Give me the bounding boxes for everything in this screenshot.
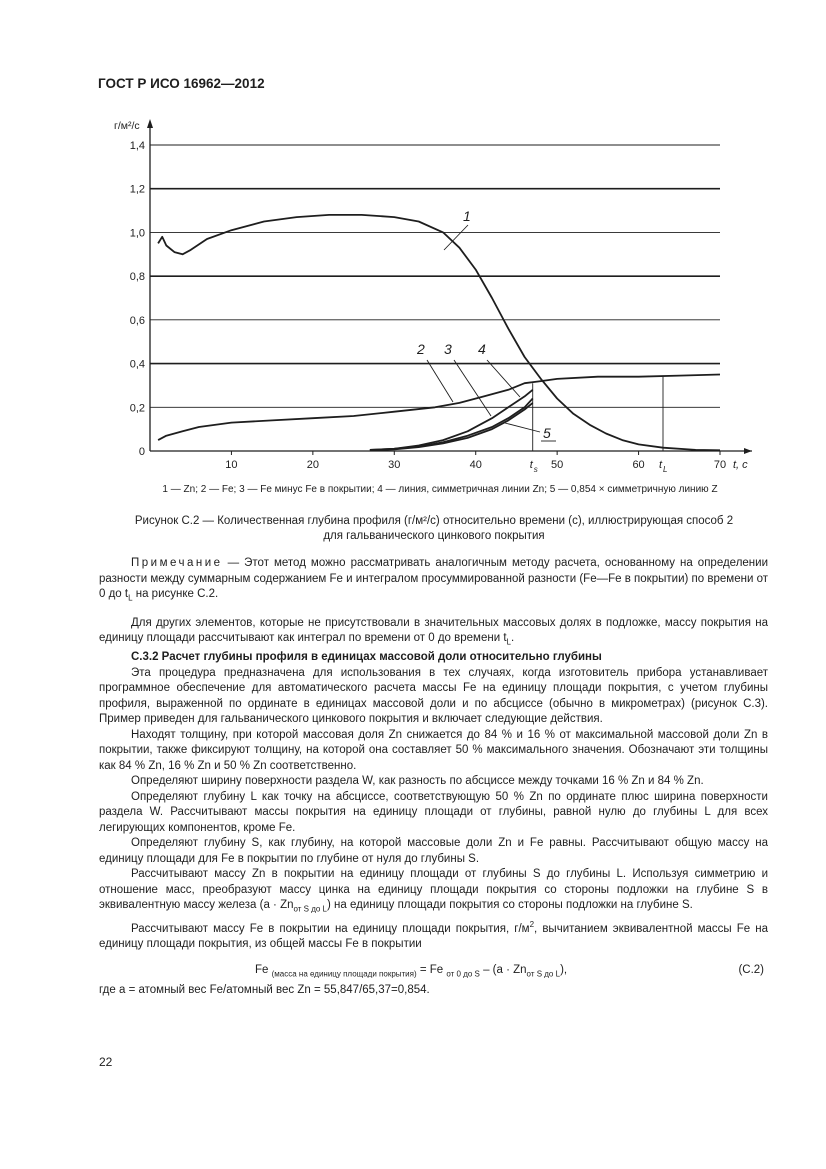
page-number: 22 bbox=[99, 1055, 113, 1069]
figure-caption bbox=[100, 514, 768, 544]
x-tick-label: 40 bbox=[469, 459, 482, 471]
note-paragraph: Примечание — Этот метод можно рассматривать аналогичным методу расчета, основанному на определении разности между суммарным содержанием Fe и интегралом просуммированной разности (Fe—Fe в покрытии) по времени от 0 до $t_L$ на рисунке С.2. bbox=[99, 557, 768, 603]
y-tick-label: 1,0 bbox=[129, 227, 145, 240]
x-axis-label: t, с bbox=[733, 459, 748, 471]
where-line: где a = атомный вес Fe/атомный вес Zn = 55,847/65,37=0,854. bbox=[99, 983, 430, 996]
paragraph-fe-mass: Рассчитывают массу Fe в покрытии на единицу площади покрытия, $г/м^2$, вычитанием эквивалентной массы Fe на единицу площади покрытия, из общей массы Fe в покрытии bbox=[99, 919, 768, 951]
figure-chart bbox=[0, 0, 826, 480]
paragraph-2: Находят толщину, при которой массовая доля Zn снижается до 84 % и 16 % от максимальной массовой доли Zn в покрытии, также фиксируют толщину, на которой она составляет 50 % максимального значения. Обозначают эти толщины как 84 % Zn, 16 % Zn и 50 % Zn соответственно. bbox=[99, 728, 768, 772]
x-tick-label: 50 bbox=[551, 459, 564, 471]
series-line-5 bbox=[370, 403, 533, 450]
ts-label-sub: s bbox=[533, 465, 538, 474]
document-header: ГОСТ Р ИСО 16962—2012 bbox=[98, 76, 265, 91]
paragraph-1: Эта процедура предназначена для использования в тех случаях, когда изготовитель прибора устанавливает программное обеспечение для автоматического расчета массы Fe на единицу площади покрытия, с учетом глубины профиля, выраженной по ординате в единицах массовой доли и по абсциссе (обычно в микрометрах) (рисунок С.3). Пример приведен для гальванического цинкового покрытия и включает следующие действия. bbox=[99, 666, 768, 726]
y-axis-arrow bbox=[147, 119, 153, 128]
figure-legend: 1 — Zn; 2 — Fe; 3 — Fe минус Fe в покрытии; 4 — линия, симметричная линии Zn; 5 — 0,854 × симметричную линию Z bbox=[162, 484, 718, 495]
tl-label-sub: L bbox=[663, 465, 668, 474]
curve-label-4: 4 bbox=[478, 341, 486, 357]
series-line-1 bbox=[158, 215, 720, 450]
note-label: Примечание bbox=[131, 557, 223, 569]
y-axis-label: г/м²/с bbox=[114, 120, 140, 132]
x-tick-label: 20 bbox=[306, 459, 319, 471]
curve-leader-5 bbox=[505, 423, 540, 432]
x-tick-label: 60 bbox=[632, 459, 645, 471]
y-tick-label: 0,8 bbox=[129, 271, 145, 284]
paragraph-4: Определяют глубину L как точку на абсциссе, соответствующую 50 % Zn по ординате плюс ширина поверхности раздела W. Рассчитывают массы покрытия на единицу площади от глубины, равной нулю до глубины L для всех легирующих компонентов, кроме Fe. bbox=[99, 790, 768, 834]
formula-number: (С.2) bbox=[738, 963, 764, 976]
y-tick-label: 0,6 bbox=[129, 314, 145, 327]
section-title: С.3.2 Расчет глубины профиля в единицах массовой доли относительно глубины bbox=[131, 651, 602, 664]
caption-line-1: Рисунок С.2 — Количественная глубина профиля (г/м²/с) относительно времени (с), иллюстрирующая способ 2 bbox=[134, 515, 734, 527]
body-text bbox=[99, 556, 768, 998]
paragraph-5: Определяют глубину S, как глубину, на которой массовые доли Zn и Fe равны. Рассчитывают общую массу на единицу площади для Fe в покрытии по глубине от нуля до глубины S. bbox=[99, 837, 768, 865]
x-axis-arrow bbox=[744, 448, 752, 454]
paragraph-symmetry: Рассчитывают массу Zn в покрытии на единицу площади от глубины S до глубины L. Используя симметрию и отношение масс, преобразуют массу цинка на единицу площади покрытия со стороны подложки на глубине S в эквивалентную массу железа $(a \cdot Zn_{от S до L})$ на единицу площади покрытия со стороны подложки на глубине S. bbox=[99, 868, 768, 914]
y-tick-label: 0,2 bbox=[129, 402, 145, 415]
y-tick-label: 1,4 bbox=[129, 140, 145, 152]
y-tick-label: 0,4 bbox=[129, 358, 145, 371]
curve-label-1: 1 bbox=[463, 208, 471, 224]
paragraph-other-elements: Для других элементов, которые не присутствовали в значительных массовых долях в подложке, массу покрытия на единицу площади рассчитывают как интеграл по времени от 0 до времени $t_L$. bbox=[99, 616, 768, 647]
tl-label: t bbox=[659, 459, 663, 471]
x-tick-label: 10 bbox=[225, 459, 238, 471]
y-tick-label: 0 bbox=[138, 446, 145, 458]
caption-line-2: для гальванического цинкового покрытия bbox=[323, 530, 545, 542]
ts-label: t bbox=[529, 459, 533, 471]
formula-c2 bbox=[99, 961, 768, 983]
curve-leader-2 bbox=[427, 360, 453, 402]
y-tick-label: 1,2 bbox=[129, 183, 145, 196]
curve-label-2: 2 bbox=[417, 341, 425, 357]
x-tick-label: 30 bbox=[388, 459, 401, 471]
x-tick-label: 70 bbox=[713, 459, 727, 471]
paragraph-3: Определяют ширину поверхности раздела W, как разность по абсциссе между точками 16 % Zn и 84 % Zn. bbox=[131, 775, 704, 788]
curve-label-3: 3 bbox=[444, 341, 452, 357]
formula-expression: Fe $_{(масса на единицу площади покрытия)}$ = Fe $_{от 0 до S} - (a \cdot Zn_{от S до L})$, bbox=[255, 963, 568, 979]
curve-label-5: 5 bbox=[543, 425, 551, 441]
